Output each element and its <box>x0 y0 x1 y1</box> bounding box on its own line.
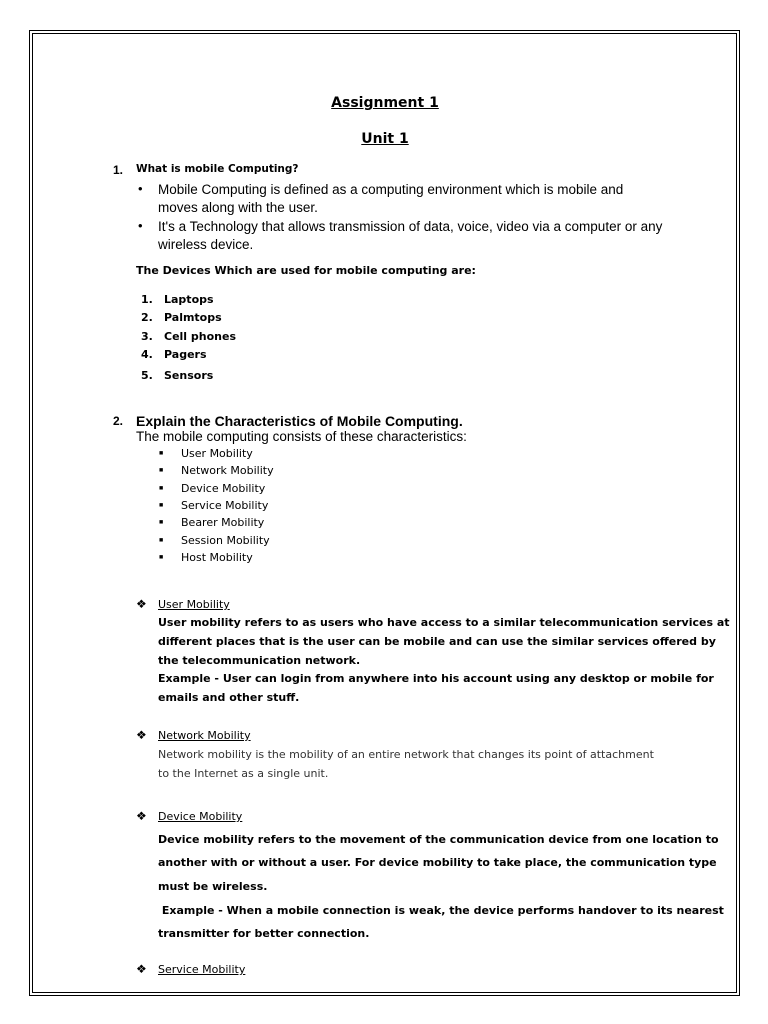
devices-heading: The Devices Which are used for mobile computing are: <box>136 264 476 277</box>
device-number: 2. <box>141 311 153 324</box>
section-heading-user-mobility: User Mobility <box>158 598 230 611</box>
device-item: Laptops <box>164 293 214 306</box>
characteristic-item: Device Mobility <box>181 482 266 495</box>
user-mobility-line: Example - User can login from anywhere into his account using any desktop or mobile for <box>158 672 714 685</box>
question-2-text: Explain the Characteristics of Mobile Computing. <box>136 413 463 429</box>
square-bullet-icon: ■ <box>159 502 164 509</box>
square-bullet-icon: ■ <box>159 485 164 492</box>
characteristic-item: User Mobility <box>181 447 253 460</box>
user-mobility-line: emails and other stuff. <box>158 691 300 704</box>
q1-bullet-2-line-1: It's a Technology that allows transmission of data, voice, video via a computer or any <box>158 219 663 234</box>
diamond-bullet-icon: ❖ <box>136 728 147 742</box>
q2-intro: The mobile computing consists of these characteristics: <box>136 429 467 444</box>
device-mobility-line: must be wireless. <box>158 880 268 893</box>
user-mobility-line: User mobility refers to as users who have access to a similar telecommunication services at <box>158 616 730 629</box>
characteristic-item: Host Mobility <box>181 551 253 564</box>
square-bullet-icon: ■ <box>159 537 164 544</box>
device-item: Pagers <box>164 348 207 361</box>
device-number: 3. <box>141 330 153 343</box>
device-mobility-line: transmitter for better connection. <box>158 927 370 940</box>
q1-bullet-2-line-2: wireless device. <box>158 237 254 252</box>
network-mobility-line: Network mobility is the mobility of an entire network that changes its point of attachment <box>158 748 654 761</box>
square-bullet-icon: ■ <box>159 467 164 474</box>
device-number: 5. <box>141 369 153 382</box>
network-mobility-line: to the Internet as a single unit. <box>158 767 329 780</box>
device-mobility-line: another with or without a user. For device mobility to take place, the communication type <box>158 856 717 869</box>
question-1-text: What is mobile Computing? <box>136 163 299 175</box>
user-mobility-line: the telecommunication network. <box>158 654 361 667</box>
characteristic-item: Network Mobility <box>181 464 274 477</box>
device-number: 1. <box>141 293 153 306</box>
diamond-bullet-icon: ❖ <box>136 597 147 611</box>
user-mobility-line: different places that is the user can be mobile and can use the similar services offered by <box>158 635 716 648</box>
device-item: Palmtops <box>164 311 222 324</box>
section-heading-service-mobility: Service Mobility <box>158 963 246 976</box>
diamond-bullet-icon: ❖ <box>136 962 147 976</box>
bullet-dot-icon: • <box>138 181 143 196</box>
diamond-bullet-icon: ❖ <box>136 809 147 823</box>
q1-bullet-1-line-2: moves along with the user. <box>158 200 318 215</box>
device-number: 4. <box>141 348 153 361</box>
characteristic-item: Bearer Mobility <box>181 516 265 529</box>
unit-heading: Unit 1 <box>361 131 409 147</box>
device-mobility-line: Device mobility refers to the movement of the communication device from one location to <box>158 833 719 846</box>
device-item: Cell phones <box>164 330 237 343</box>
question-2-number: 2. <box>113 414 124 428</box>
bullet-dot-icon: • <box>138 218 143 233</box>
square-bullet-icon: ■ <box>159 450 164 457</box>
question-1-number: 1. <box>113 163 124 177</box>
section-heading-device-mobility: Device Mobility <box>158 810 243 823</box>
section-heading-network-mobility: Network Mobility <box>158 729 251 742</box>
characteristic-item: Session Mobility <box>181 534 270 547</box>
document-title: Assignment 1 <box>331 95 439 111</box>
page-border-inner <box>32 33 737 993</box>
device-item: Sensors <box>164 369 214 382</box>
square-bullet-icon: ■ <box>159 554 164 561</box>
q1-bullet-1-line-1: Mobile Computing is defined as a computing environment which is mobile and <box>158 182 624 197</box>
square-bullet-icon: ■ <box>159 519 164 526</box>
characteristic-item: Service Mobility <box>181 499 269 512</box>
device-mobility-line: Example - When a mobile connection is weak, the device performs handover to its nearest <box>158 904 724 917</box>
